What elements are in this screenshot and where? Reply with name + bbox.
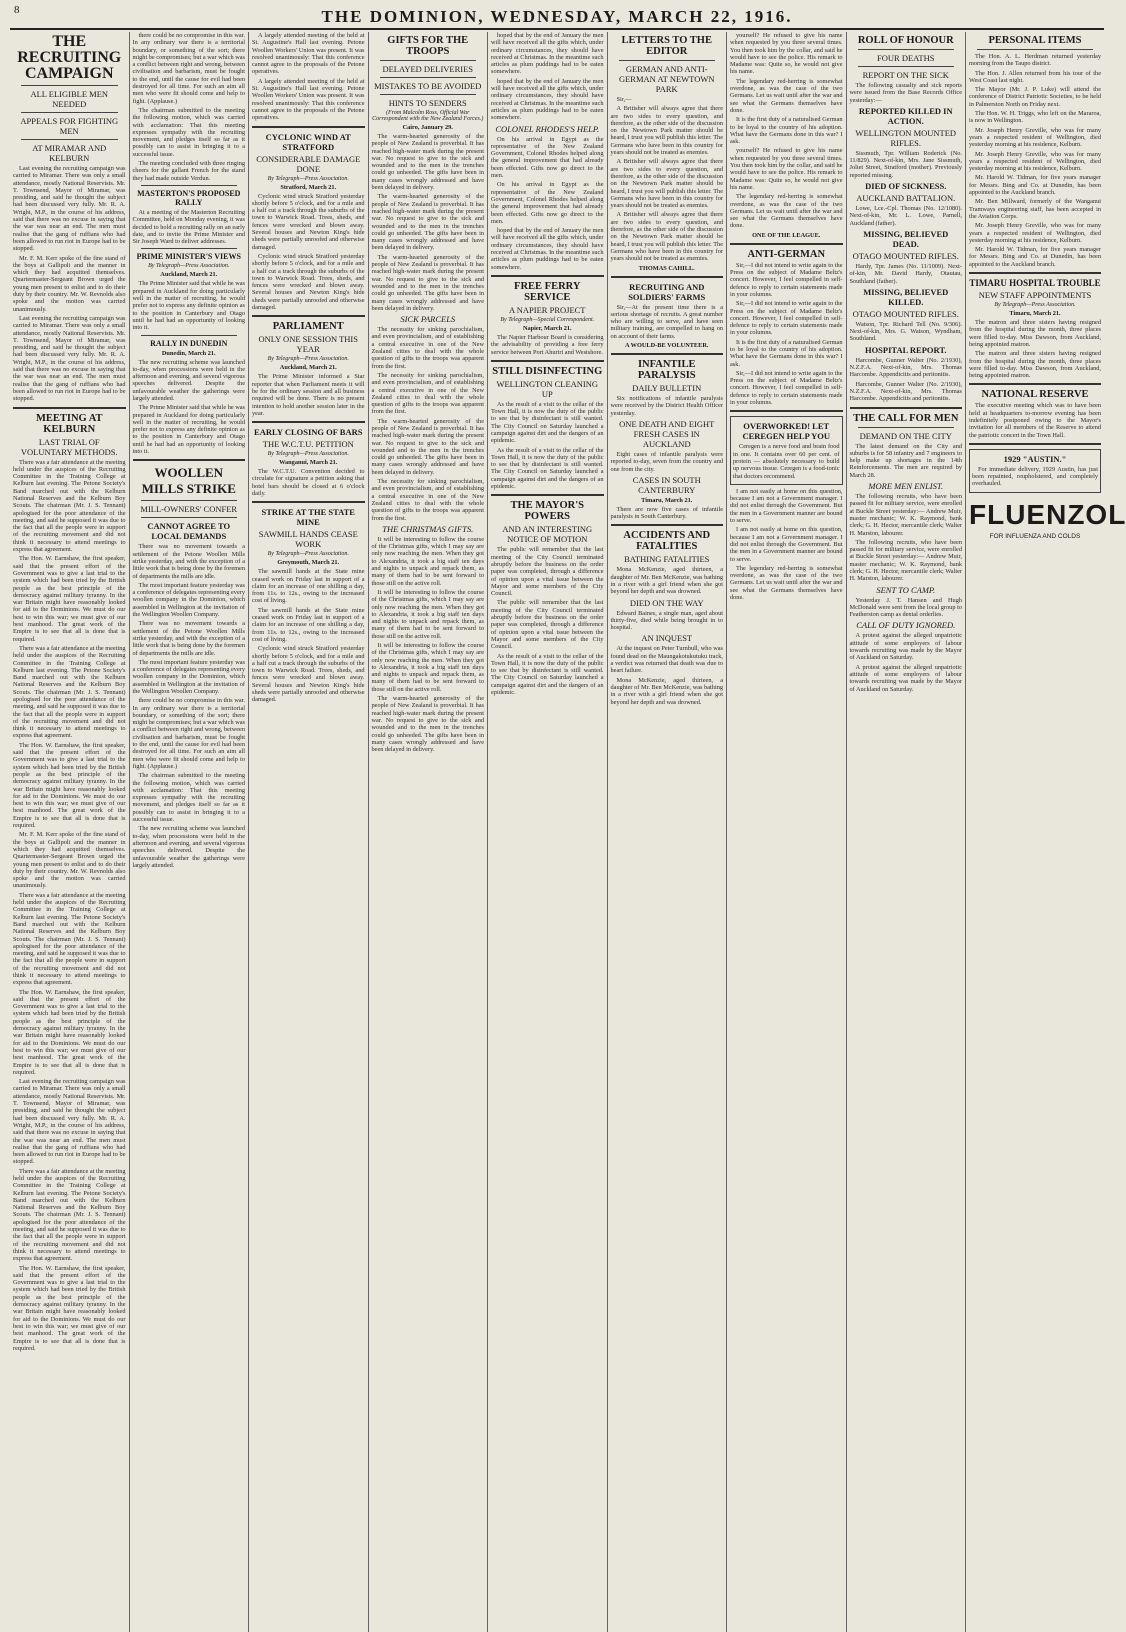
article-text: There was a fair attendance at the meeting held under the auspices of the Recruiting Committee in the Training College at Kelburn last evening. The Petone Society's Band marched out with the Kelburn National Reserves and the Kelburn Boy Scouts. The chairman (Mr. J. S. Tennant) apologised for the poor attendance of the meeting, and said he supposed it was due to the fact that all the people were in support of the recruiting movement and did not think it necessary to attend meetings to express that agreement.: [13, 891, 126, 987]
subhead: RECRUITING AND SOLDIERS' FARMS: [628, 281, 706, 302]
headline: PRIME MINISTER'S VIEWS: [136, 252, 241, 262]
article-text: The Hon. W. Earnshaw, the first speaker, said that the present effort of the Government was to give a last trial to the system which had been tried by the British people as the best principle of the democracy against military tyranny. In the war Britain might have reasonably looked for aid to the Dominions. We must do our best to win this war; we must give of our best manhood. The great work of the Empire is to see that all is done that is required.: [13, 555, 126, 643]
byline: By Telegraph—Press Association.: [267, 451, 349, 458]
dateline: Timaru, March 21.: [641, 496, 693, 504]
byline: By Telegraph—Press Association.: [267, 175, 349, 182]
column-4: [369, 32, 489, 1632]
article-text: Mr. Ben Millward, formerly of the Wanganui Tramways engineering staff, has been accepted in the Aviation Corps.: [969, 198, 1101, 220]
article-text: The sawmill hands at the State mine ceased work on Friday last in support of a claim for an increase of one shilling a day, from 11s. to 12s., owing to the increased cost of living.: [252, 568, 365, 605]
headline: CYCLONIC WIND AT STRATFORD: [265, 131, 351, 152]
column-3: [249, 32, 369, 1632]
divider: [252, 315, 365, 317]
dateline: Timaru, March 21.: [1009, 310, 1061, 318]
signature: A WOULD-BE VOLUNTEER.: [625, 342, 709, 350]
subhead: AT MIRAMAR AND KELBURN: [32, 143, 107, 163]
divider: [21, 139, 118, 140]
article-text: Yesterday J. T. Hansen and Hugh McDonald were sent from the local group to Featherston camp as dental orderlies.: [849, 596, 962, 619]
dateline: Cairo, January 29.: [402, 124, 453, 131]
subhead: MILL-OWNERS' CONFER: [140, 504, 238, 515]
article-text: The new recruiting scheme was launched to-day, when processions were held in the afternoon and evening, and several vigorous speeches delivered. Despite the unfavourable weather the gatherings were largely attended.: [132, 358, 245, 402]
article-text: On his arrival in Egypt as the representative of the New Zealand Government, Colonel Rhodes helped along the general improvement that had already been effected. Gifts now go direct to the men.: [491, 181, 604, 225]
article-text: Mr. F. M. Kerr spoke of the fine stand of the boys at Gallipoli and the manner in which they had acquitted themselves. Quartermaster-Sergeant Brown urged the young men present to enlist and to do their duty by their country. Mr. W. Revnolds also spoke and the motion was carried unanimously.: [13, 831, 126, 890]
article-text: Sir,—I did not intend to write again to the Press on the subject of Madame Beltz's concert. However, I feel compelled in self-defence to reply to certain statements made in your columns.: [730, 369, 843, 407]
signature: THOMAS CAHILL.: [638, 264, 695, 272]
divider: [141, 248, 238, 249]
article-text: Sir,—I did not intend to write again to the Press on the subject of Madame Beltz's concert. However, I feel compelled in self-defence to reply to certain statements made in your columns.: [730, 300, 843, 337]
headline-gifts-for-troops: GIFTS FOR THE TROOPS: [387, 35, 469, 57]
ad-text: For immediate delivery, 1929 Austin, has just been repainted, reupholstered, and completely overhauled.: [972, 465, 1098, 488]
article-text: A largely attended meeting of the held at St. Augustine's Hall last evening. Petone Woollen Workers' Union was present. It was resolved unanimously: That this conference cannot agree to the proposals of the Petone operatives.: [252, 32, 365, 76]
page-number: 8: [14, 4, 20, 16]
divider: [21, 85, 118, 86]
article-text: It will be interesting to follow the course of the Christmas gifts, which I may say are only now reaching the men. When they got to Alexandria, it took a big staff ten days and nights to unpack and repack them, as many of them had to be sent forward to those still on the active roll.: [371, 535, 484, 587]
article-text: yourself? He refused to give his name when requested by you three several times. You then took him by the collar, and said he would have to see the police. His remark to Madame was: Quite so, he would not give his name.: [730, 32, 843, 76]
unit-label: OTAGO MOUNTED RIFLES.: [852, 308, 959, 319]
divider: [858, 66, 955, 67]
divider: [611, 276, 724, 278]
headline: STRIKE AT THE STATE MINE: [261, 507, 355, 528]
subhead: LAST TRIAL OF VOLUNTARY METHODS.: [20, 436, 118, 457]
byline: By Telegraph—Press Association.: [267, 551, 349, 558]
article-text: On his arrival in Egypt as the representative of the New Zealand Government, Colonel Rhodes helped along the general improvement that had already been effected. Gifts now go direct to the men.: [491, 135, 604, 180]
article-text: The most important feature yesterday was a conference of delegates representing every woollen company in the Dominion, which assembled in Wellington at the invitation of the Wellington Woollen Company.: [132, 658, 245, 695]
column-9: [966, 32, 1126, 1632]
article-text: Mr. Joseph Henry Greville, who was for many years a respected resident of Wellington, died yesterday morning at his residence, Kelburn.: [969, 222, 1101, 244]
subhead: AND AN INTERESTING NOTICE OF MOTION: [502, 524, 593, 545]
ad-text: Ceregen is a nerve food and brain food in one. It contains over 60 per cent. of protein — absolutely necessary to build up nervous tissue. Ceregen is a food-tonic that doctors recommend.: [733, 443, 840, 480]
subhead: COLONEL RHODES'S HELP.: [495, 123, 600, 134]
article-text: Edward Baines, a single man, aged about thirty-five, died while being brought in to hospital.: [610, 609, 723, 632]
article-text: The warm-hearted generosity of the people of New Zealand is proverbial. It has reached high-water mark during the present war. No request to give to the sick and wounded and to the men in the trenches could go unheeded. The gifts have been in many cases wrongly addressed and have been delayed in delivery.: [371, 417, 484, 476]
column-6: [608, 32, 728, 1632]
article-text: The W.C.T.U. Convention decided to circulate for signature a petition asking that hotel bars should be closed at 6 o'clock daily.: [252, 468, 365, 497]
byline: (From Malcolm Ross, Official War Correspondent with the New Zealand Forces.): [372, 110, 484, 122]
divider: [619, 60, 716, 61]
subhead: SENT TO CAMP.: [876, 584, 936, 595]
dateline: Dunedin, March 21.: [161, 349, 216, 357]
article-text: A Britisher will always agree that there are two sides to every question, and therefore, as the other side of the discussion on the Newtown Park matter should be heard, I trust you will publish this letter. The Germans who have been in this country for years should not be treated as enemies.: [610, 158, 723, 210]
article-text: Sissmuth, Tpr. William Roderick (No. 11/829). Next-of-kin, Mrs. Jane Sissmuth, Joliet Street, Stratford (mother). Previously reported missing.: [849, 149, 962, 179]
byline: By Telegraph—Press Association.: [148, 263, 230, 270]
unit-label: WELLINGTON MOUNTED RIFLES.: [855, 127, 957, 148]
article-text: Last evening the recruiting campaign was carried to Miramar. There was only a small attendance, mostly National Reservists. Mr. T. Townsend, Mayor of Miramar, was presiding, and said he thought the subject had been discussed very fully. Mr. R. A. Wright, M.P., in the course of his address, said that there was no excuse in saying that the war was near an end. The men must realise that the gang of ruffians who had been allowed to run riot in Europe had to be stopped.: [13, 1078, 126, 1166]
ad-brand: FLUENZOL: [969, 498, 1126, 530]
article-text: The warm-hearted generosity of the people of New Zealand is proverbial. It has reached high-water mark during the present war. No request to give to the sick and wounded and to the men in the trenches could go unheeded. The gifts have been in many cases wrongly addressed and have been delayed in delivery.: [371, 133, 484, 192]
divider: [380, 77, 477, 78]
article-text: The following recruits, who have been passed fit for military service, were enrolled at Buckle Street yesterday:— Andrew Muir, master mechanic; W. K. Raymond, bank clerk; G. H. Hector, mercantile clerk; Walter H. Marston, labourer.: [849, 538, 962, 583]
article-text: There was no movement towards a settlement of the Petone Woollen Mills strike yesterday, and with the exception of a little work that is being done by the foremen of departments the mills are idle.: [132, 620, 245, 657]
dateline: Stratford, March 21.: [280, 183, 337, 191]
article-text: There was a fair attendance at the meeting held under the auspices of the Recruiting Committee in the Training College at Kelburn last evening. The Petone Society's Band marched out with the Kelburn National Reserves and the Kelburn Boy Scouts. The chairman (Mr. J. S. Tennant) apologised for the poor attendance of the meeting, and said he supposed it was due to the fact that all the people were in support of the recruiting movement and did not think it necessary to attend meetings to express that agreement.: [13, 458, 126, 554]
subhead: CONSIDERABLE DAMAGE DONE: [256, 153, 361, 174]
subhead: DAILY BULLETIN: [632, 383, 702, 394]
column-8: [847, 32, 967, 1632]
article-text: The chairman submitted to the meeting the following motion, which was carried with acclamation: That this meeting expresses sympathy with the recruiting movement, and pledges itself so far as it possibly can to assist in bringing it to a successful issue.: [132, 106, 245, 158]
article-text: Sir,—At the present time there is a serious shortage of recruits. A great number who are willing to serve, and have seen military training, are compelled to hang on on account of their farms.: [610, 303, 723, 340]
article-text: It is the first duty of a naturalised German to be loyal to the country of his adoption. What have the Germans done in this war? I ask.: [730, 116, 843, 146]
article-text: Cyclonic wind struck Stratford yesterday shortly before 5 o'clock, and for a mile and a half cut a track through the suburbs of the town to Warwick Road. Trees, sheds, and fences were wrecked and blown away. Several houses and Newton King's hide sheds were partially unroofed and otherwise damaged.: [252, 252, 365, 312]
article-text: At the inquest on Peter Turnbull, who was found dead on the Maungakotukutuku track, a verdict was returned that death was due to heart failure.: [610, 645, 723, 675]
article-text: Mona McKenzie, aged thirteen, a daughter of Mr. Ben McKenzie, was bathing in a river with a girl friend when she got beyond her depth and was drowned.: [610, 676, 723, 706]
article-text: The Hon. W. Earnshaw, the first speaker, said that the present effort of the Government was to give a last trial to the system which had been tried by the British people as the best principle of the democracy against military tyranny. In the war Britain might have reasonably looked for aid to the Dominions. We must do our best to win this war; we must give of our best manhood. The great work of the Empire is to see that all is done that is required.: [13, 988, 126, 1076]
article-text: The following casualty and sick reports were issued from the Base Records Office yesterday:—: [849, 82, 962, 104]
divider: [491, 494, 604, 496]
article-text: Mr. Joseph Henry Greville, who was for many years a respected resident of Wellington, died yesterday morning at his residence, Kelburn.: [969, 150, 1101, 173]
article-text: A protest against the alleged unpatriotic attitude of some employers of labour towards recruiting was made by the Mayor of Auckland on Saturday.: [849, 663, 962, 693]
subhead: GERMAN AND ANTI-GERMAN AT NEWTOWN PARK: [618, 64, 715, 94]
subhead: NEW STAFF APPOINTMENTS: [978, 290, 1092, 301]
subhead: HINTS TO SENDERS: [388, 98, 467, 108]
article-text: Six notifications of infantile paralysis were received by the District Health Officer yesterday.: [610, 395, 723, 417]
article-text: As the result of a visit to the cellar of the Town Hall, it is now the duty of the public to see that by disinfectant is still wanted. The City Council on Saturday launched a campaign against dirt and the dangers of an epidemic.: [491, 652, 604, 696]
subhead: APPEALS FOR FIGHTING MEN: [20, 116, 119, 136]
article-text: yourself? He refused to give his name when requested by you three several times. You then took him by the collar, and said he would have to see the police. His remark to Madame was: Quite so, he would not give his name.: [730, 147, 843, 191]
headline: NATIONAL RESERVE: [981, 389, 1089, 401]
article-text: there could be no compromise in this war. In any ordinary war there is a territorial boundary, or something of the sort; there might be compromises; but a war which was a conflict between right and wrong, between civilisation and barbarism, must be fought to the end, until the cause for evil had been destroyed for all time. For such an aim all men who were fit should come and help to fight. (Applause.): [132, 697, 245, 770]
article-text: Lowe, Lce.-Cpl. Thomas (No. 12/1080). Next-of-kin, Mr. L. Lowe, Parnell, Auckland (father).: [849, 205, 962, 227]
dateline: Auckland, March 21.: [160, 271, 218, 279]
subhead: AN INQUEST: [641, 633, 693, 644]
article-text: The public will remember that the last meeting of the City Council terminated abruptly before the business on the order paper was completed, through a difference of opinion upon a vital issue between the Mayor and some members of the City Council.: [491, 599, 604, 651]
article-text: A Britisher will always agree that there are two sides to every question, and therefore, as the other side of the discussion on the Newtown Park matter should be heard, I trust you will publish this letter. The Germans who have been in this country for years should not be treated as enemies.: [610, 211, 723, 263]
subhead: A NAPIER PROJECT: [508, 304, 586, 315]
article-text: The warm-hearted generosity of the people of New Zealand is proverbial. It has reached high-water mark during the present war. No request to give to the sick and wounded and to the men in the trenches could go unheeded. The gifts have been in many cases wrongly addressed and have been delayed in delivery.: [371, 253, 484, 312]
column-1: [10, 32, 130, 1632]
column-7: [727, 32, 847, 1632]
article-text: There was a fair attendance at the meeting held under the auspices of the Recruiting Committee in the Training College at Kelburn last evening. The Petone Society's Band marched out with the Kelburn National Reserves and the Kelburn Boy Scouts. The chairman (Mr. J. S. Tennant) apologised for the poor attendance of the meeting, and said he supposed it was due to the fact that all the people were in support of the recruiting movement and did not think it necessary to attend meetings to express that agreement.: [13, 1167, 126, 1263]
section-label: REPORTED KILLED IN ACTION.: [858, 105, 953, 126]
advertisement-fluenzol: [969, 498, 1126, 540]
article-text: There was a fair attendance at the meeting held under the auspices of the Recruiting Committee in the Training College at Kelburn last evening. The Petone Society's Band marched out with the Kelburn National Reserves and the Kelburn Boy Scouts. The chairman (Mr. J. S. Tennant) apologised for the poor attendance of the meeting, and said he supposed it was due to the fact that all the people were in support of the recruiting movement and did not think it necessary to attend meetings to express that agreement.: [13, 644, 126, 740]
dateline: Wanganui, March 21.: [279, 459, 338, 467]
columns: [10, 32, 1126, 1632]
article-text: Last evening the recruiting campaign was carried to Miramar. There was only a small attendance, mostly National Reservists. Mr. T. Townsend, Mayor of Miramar, was presiding, and said he thought the subject had been discussed very fully. Mr. R. A. Wright, M.P., in the course of his address, said that there was no excuse in saying that the war was near an end. The men must realise that the gang of ruffians who had been allowed to run riot in Europe had to be stopped.: [13, 314, 126, 403]
headline: RALLY IN DUNEDIN: [150, 338, 228, 348]
headline: INFANTILE PARALYSIS: [637, 359, 696, 382]
divider: [252, 421, 365, 423]
divider: [141, 500, 238, 501]
article-text: there could be no compromise in this war. In any ordinary war there is a territorial boundary, or something of the sort; there might be compromises; but a war which was a conflict between right and wrong, between civilisation and barbarism, must be fought to the end, until the cause for evil had been destroyed for all time. For such an aim all men who were fit should come and help to fight. (Applause.): [132, 32, 245, 105]
article-text: The Hon. W. Earnshaw, the first speaker, said that the present effort of the Government was to give a last trial to the system which had been tried by the British people as the best principle of the democracy against military tyranny. In the war Britain might have reasonably looked for aid to the Dominions. We must do our best to win this war; we must give of our best manhood. The great work of the Empire is to see that all is done that is required.: [13, 1264, 126, 1352]
divider: [141, 185, 238, 186]
article-text: There was no movement towards a settlement of the Petone Woollen Mills strike yesterday, and with the exception of a little work that is being done by the foremen of departments the mills are idle.: [132, 543, 245, 580]
article-text: The new recruiting scheme was launched to-day, when processions were held in the afternoon and evening, and several vigorous speeches delivered. Despite the unfavourable weather the gatherings were largely attended.: [132, 825, 245, 869]
headline-meeting-kelburn: MEETING AT KELBURN: [35, 412, 103, 435]
article-text: Cyclonic wind struck Stratford yesterday shortly before 5 o'clock, and for a mile and a half cut a track through the suburbs of the town to Warwick Road. Trees, sheds, and fences were wrecked and blown away. Several houses and Newton King's hide sheds were partially unroofed and otherwise damaged.: [252, 192, 365, 251]
divider: [491, 275, 604, 277]
article-text: As the result of a visit to the cellar of the Town Hall, it is now the duty of the public to see that by disinfectant is still wanted. The City Council on Saturday launched a campaign against dirt and the dangers of an epidemic.: [491, 400, 604, 445]
subhead: ALL ELIGIBLE MEN NEEDED: [30, 89, 109, 109]
article-text: The Hon. J. Allen returned from his tour of the West Coast last night.: [969, 69, 1101, 84]
column-2: [130, 32, 250, 1632]
headline: ANTI-GERMAN: [747, 248, 826, 260]
article-text: Mona McKenzie, aged thirteen, a daughter of Mr. Ben McKenzie, was bathing in a river with a girl friend when she got beyond her depth and was drowned.: [610, 566, 723, 596]
article-text: The latest demand on the City and suburbs is for 58 infantry and 7 engineers to help make up shortages in the 14th Reinforcements. The men are required by March 28.: [849, 442, 962, 479]
article-text: As the result of a visit to the cellar of the Town Hall, it is now the duty of the public to see that by disinfectant is still wanted. The City Council on Saturday launched a campaign against dirt and the dangers of an epidemic.: [491, 446, 604, 491]
article-text: The Hon. W. Earnshaw, the first speaker, said that the present effort of the Government was to give a last trial to the system which had been tried by the British people as the best principle of the democracy against military tyranny. In the war Britain might have reasonably looked for aid to the Dominions. We must do our best to win this war; we must give of our best manhood. The great work of the Empire is to see that all is done that is required.: [13, 741, 126, 830]
subhead: ONE DEATH AND EIGHT FRESH CASES IN AUCKLAND: [619, 418, 715, 449]
article-text: Mr. F. M. Kerr spoke of the fine stand of the boys at Gallipoli and the manner in which they had acquitted themselves. Quartermaster-Sergeant Brown urged the young men present to enlist and to do their duty by their country. Mr. W. Revnolds also spoke and the motion was carried unanimously.: [13, 254, 126, 313]
article-text: Harcombe, Gunner Walter (No. 2/1930), N.Z.F.A. Next-of-kin, Mrs. Thomas Harcombe. Appendicitis and peritonitis.: [849, 356, 962, 379]
article-text: The Napier Harbour Board is considering the advisability of providing a free ferry service between Port Ahuriri and Westshore.: [491, 333, 604, 356]
subhead: DEMAND ON THE CITY: [859, 430, 952, 441]
divider: [133, 459, 246, 461]
headline-call-for-men: THE CALL FOR MEN: [853, 412, 959, 424]
byline: By Telegraph—Press Association.: [994, 302, 1076, 309]
divider: [730, 243, 843, 245]
article-text: I am not easily at home on this question, because I am not a Government manager. I did not enlist through the Government. But the men in a Government manner are bound to serve.: [730, 487, 843, 525]
article-text: A protest against the alleged unpatriotic attitude of some employers of labour towards recruiting was made by the Mayor of Auckland on Saturday.: [849, 632, 962, 662]
divider: [977, 49, 1093, 50]
article-text: The matron and three sisters having resigned from the hospital during the month, three places were filled to-day. Miss Dawson, from Auckland, being appointed matron.: [969, 319, 1101, 348]
article-text: Eight cases of infantile paralysis were reported to-day, seven from the country and one from the city.: [610, 450, 723, 473]
unit-label: OTAGO MOUNTED RIFLES.: [852, 250, 959, 261]
subhead: ONLY ONE SESSION THIS YEAR: [258, 334, 358, 355]
section-label: MISSING, BELIEVED KILLED.: [863, 286, 949, 307]
article-text: The warm-hearted generosity of the people of New Zealand is proverbial. It has reached high-water mark during the present war. No request to give to the sick and wounded and to the men in the trenches could go unheeded. The gifts have been in many cases wrongly addressed and have been delayed in delivery.: [371, 695, 484, 754]
divider: [491, 360, 604, 362]
ad-tagline: FOR INFLUENZA AND COLDS: [989, 532, 1081, 540]
article-text: The public will remember that the last meeting of the City Council terminated abruptly before the business on the order paper was completed, through a difference of opinion upon a vital issue between the Mayor and some members of the City Council.: [491, 546, 604, 598]
divider: [969, 272, 1101, 274]
article-text: The sawmill hands at the State mine ceased work on Friday last in support of a claim for an increase of one shilling a day, from 11s. to 12s., owing to the increased cost of living.: [252, 606, 365, 643]
article-text: The most important feature yesterday was a conference of delegates representing every woollen company in the Dominion, which assembled in Wellington at the invitation of the Wellington Woollen Company.: [132, 581, 245, 619]
article-text: The matron and three sisters having resigned from the hospital during the month, three places were filled to-day. Miss Dawson, from Auckland, being appointed matron.: [969, 350, 1101, 380]
article-text: The Hon. A. L. Herdman returned yesterday morning from the Taupo district.: [969, 53, 1101, 68]
column-5: [488, 32, 608, 1632]
article-text: Last evening the recruiting campaign was carried to Miramar. There was only a small attendance, mostly National Reservists. Mr. T. Townsend, Mayor of Miramar, was presiding, and said he thought the subject had been discussed very fully. Mr. R. A. Wright, M.P., in the course of his address, said that there was no excuse in saying that the war was near an end. The men must realise that the gang of ruffians who had been allowed to run riot in Europe had to be stopped.: [13, 165, 126, 253]
article-text: I am not easily at home on this question, because I am not a Government manager. I did not enlist through the Government. But the men in a Government manner are bound to serve.: [730, 526, 843, 563]
article-text: The Prime Minister said that while he was prepared in Auckland for doing particularly well in the matter of recruiting, he would prefer not to express any definite opinion as to the position in Canterbury and Otago until he had had an opportunity of looking into it.: [132, 280, 245, 332]
byline: By Telegraph—Press Association.: [267, 356, 349, 363]
divider: [969, 383, 1101, 385]
article-text: Sir,—I did not intend to write again to the Press on the subject of Madame Beltz's concert. However, I feel compelled in self-defence to reply to certain statements made in your columns.: [730, 261, 843, 298]
article-text: The warm-hearted generosity of the people of New Zealand is proverbial. It has reached high-water mark during the present war. No request to give to the sick and wounded and to the men in the trenches could go unheeded. The gifts have been in many cases wrongly addressed and have been delayed in delivery.: [371, 193, 484, 252]
headline: TIMARU HOSPITAL TROUBLE: [969, 278, 1101, 289]
article-text: Hardy, Tpr. James (No. 11/1009). Next-of-kin, Mr. David Hardy, Otautau, Southland (father).: [849, 262, 962, 285]
article-text: hoped that by the end of January the men will have received all the gifts which, under ordinary circumstances, they should have received at Christmas. In the meantime such articles as plum puddings had to be eaten somewhere.: [491, 77, 604, 122]
headline-roll-of-honour: ROLL OF HONOUR: [857, 35, 954, 46]
article-text: The executive meeting which was to have been held at headquarters to-morrow evening has been indefinitely postponed owing to the Mayor's invitation for all members of the Reserve to attend the patriotic concert in the Town Hall.: [969, 402, 1101, 439]
divider: [380, 60, 477, 61]
article-text: It will be interesting to follow the course of the Christmas gifts, which I may say are only now reaching the men. When they got to Alexandria, it took a big staff ten days and nights to unpack and repack them, as many of them had to be sent forward to those still on the active roll.: [371, 642, 484, 693]
article-text: The chairman submitted to the meeting the following motion, which was carried with acclamation: That this meeting expresses sympathy with the recruiting movement, and pledges itself so far as it possibly can to assist in bringing it to a successful issue.: [132, 772, 245, 824]
dateline: Greymouth, March 21.: [277, 559, 340, 567]
article-text: hoped that by the end of January the men will have received all the gifts which, under ordinary circumstances, they should have received at Christmas. In the meantime such articles as plum puddings had to be eaten somewhere.: [491, 32, 604, 76]
article-text: The legendary red-herring is somewhat overdone, as was the case of the two Germans. Let us wait until after the war and see what the Germans themselves have done.: [730, 193, 843, 230]
article-text: A Britisher will always agree that there are two sides to every question, and therefore, as the other side of the discussion on the Newtown Park matter should be heard, I trust you will publish this letter. The Germans who have been in this country for years should not be treated as enemies.: [610, 105, 723, 157]
section-label: MISSING, BELIEVED DEAD.: [863, 228, 949, 249]
subhead: MORE MEN ENLIST.: [868, 481, 944, 492]
divider: [141, 517, 238, 518]
headline: MASTERTON'S PROPOSED RALLY: [137, 188, 241, 207]
subhead: BATHING FATALITIES: [624, 554, 710, 565]
article-text: The Prime Minister informed a Star reporter that when Parliament meets it will be for the ordinary session and all business required will be done. There is no present intention to hold another session later in the year.: [252, 373, 365, 417]
headline-letters: LETTERS TO THE EDITOR: [621, 35, 712, 57]
headline: PARLIAMENT: [272, 321, 344, 333]
headline: FREE FERRY SERVICE: [514, 280, 581, 303]
article-text: The necessity for sinking parochialism, and even provincialism, and of establishing a central executive in one of the New Zealand cities to deal with the whole question of gifts to the troops was apparent from the first.: [371, 478, 484, 522]
subhead: WELLINGTON CLEANING UP: [496, 378, 599, 399]
article-text: The necessity for sinking parochialism, and even provincialism, and of establishing a central executive in one of the New Zealand cities to deal with the whole question of gifts to the troops was apparent from the first.: [371, 371, 484, 416]
signature: ONE OF THE LEAGUE.: [752, 231, 821, 239]
article-text: Sir,—: [616, 96, 632, 103]
article-text: Mr. Harold W. Tidman, for five years manager for Messrs. Bing and Co. at Dunedin, has been appointed to the Auckland branch.: [969, 246, 1101, 268]
article-text: Harcombe, Gunner Walter (No. 2/1930), N.Z.F.A. Next-of-kin, Mrs. Thomas Harcombe. Appendicitis and peritonitis.: [849, 380, 962, 403]
article-text: Cyclonic wind struck Stratford yesterday shortly before 5 o'clock, and for a mile and a half cut a track through the suburbs of the town to Warwick Road. Trees, sheds, and fences were wrecked and blown away. Several houses and Newton King's hide sheds were partially unroofed and otherwise damaged.: [252, 645, 365, 704]
ad-heading: OVERWORKED! LET CEREGEN HELP YOU: [742, 421, 831, 442]
unit-label: AUCKLAND BATTALION.: [856, 193, 956, 204]
headline-personal-items: PERSONAL ITEMS: [988, 35, 1082, 46]
article-text: Watson, Tpr. Richard Tell (No. 9/306). Next-of-kin, Mrs. G. Watson, Wyndham, Southland.: [849, 320, 962, 343]
byline: By Telegraph—Special Correspondent.: [500, 316, 595, 323]
subhead: FOUR DEATHS: [877, 53, 935, 63]
section-label: DIED OF SICKNESS.: [865, 181, 947, 192]
divider: [380, 94, 477, 95]
dateline: Auckland, March 21.: [279, 364, 337, 372]
article-text: Mr. Harold W. Tidman, for five years manager for Messrs. Bing and Co. at Dunedin, has been appointed to the Auckland branch.: [969, 174, 1101, 197]
article-text: Mr. Joseph Henry Greville, who was for many years a respected resident of Wellington, died yesterday morning at his residence, Kelburn.: [969, 126, 1101, 149]
article-text: At a meeting of the Masterton Recruiting Committee, held on Monday evening, it was decided to hold a recruiting rally on an early date, and to invite the Prime Minister and Sir Joseph Ward to deliver addresses.: [132, 208, 245, 246]
article-text: A largely attended meeting of the held at St. Augustine's Hall last evening. Petone Woollen Workers' Union was present. It was resolved unanimously: That this conference cannot agree to the proposals of the Petone operatives.: [252, 77, 365, 122]
subhead: CANNOT AGREE TO LOCAL DEMANDS: [147, 521, 231, 542]
headline: EARLY CLOSING OF BARS: [254, 427, 363, 438]
article-text: The Hon. W. H. Triggs, who left on the Mararoa, is now in Wellington.: [969, 110, 1101, 125]
article-text: hoped that by the end of January the men will have received all the gifts which, under ordinary circumstances, they should have received at Christmas. In the meantime such articles as plum puddings had to be eaten somewhere.: [491, 227, 604, 271]
ad-heading: 1929 "AUSTIN.": [1003, 453, 1067, 464]
article-text: The Prime Minister said that while he was prepared in Auckland for doing particularly well in the matter of recruiting, he would prefer not to express any definite opinion as to the position in Canterbury and Otago until he had had an opportunity of looking into it.: [132, 404, 245, 456]
headline-woollen-mills-strike: WOOLLEN MILLS STRIKE: [141, 465, 236, 497]
headline: STILL DISINFECTING: [492, 365, 603, 377]
article-text: There are now five cases of infantile paralysis in South Canterbury.: [610, 505, 723, 521]
article-text: The legendary red-herring is somewhat overdone, as was the case of the two Germans. Let us wait until after the war and see what the Germans themselves have done.: [730, 564, 843, 601]
divider: [611, 353, 724, 355]
divider: [858, 427, 955, 428]
subhead: CALL OF DUTY IGNORED.: [856, 620, 956, 631]
article-text: The Mayor (Mr. J. P. Luke) will attend the conference of District Patriotic Societies, to be held in Palmerston North on Friday next.: [969, 86, 1101, 108]
headline-recruiting-campaign: THE RECRUITING CAMPAIGN: [17, 33, 122, 82]
advertisement-ceregen: [730, 416, 843, 484]
divider: [252, 501, 365, 503]
article-text: It will be interesting to follow the course of the Christmas gifts, which I may say are only now reaching the men. When they got to Alexandria, it took a big staff ten days and nights to unpack and repack them, as many of them had to be sent forward to those still on the active roll.: [371, 588, 484, 640]
divider: [858, 49, 955, 50]
subhead: REPORT ON THE SICK: [862, 70, 949, 80]
dateline: Napier, March 21.: [522, 324, 572, 332]
subhead: MISTAKES TO BE AVOIDED: [374, 81, 482, 91]
divider: [611, 524, 724, 526]
masthead: THE DOMINION, WEDNESDAY, MARCH 22, 1916.: [10, 6, 1104, 30]
article-text: The meeting concluded with three ringing cheers for the gallant French for the stand they had made outside Verdun.: [132, 160, 245, 182]
subhead: DELAYED DELIVERIES: [382, 64, 474, 74]
article-text: It is the first duty of a naturalised German to be loyal to the country of his adoption. What have the Germans done in this war? I ask.: [730, 338, 843, 368]
article-text: The legendary red-herring is somewhat overdone, as was the case of the two Germans. Let us wait until after the war and see what the Germans themselves have done.: [730, 77, 843, 114]
article-text: The following recruits, who have been passed fit for military service, were enrolled at Buckle Street yesterday:— Andrew Muir, master mechanic; W. K. Raymond, bank clerk; G. H. Hector, mercantile clerk; Walter H. Marston, labourer.: [849, 493, 962, 537]
article-text: The necessity for sinking parochialism, and even provincialism, and of establishing a central executive in one of the New Zealand cities to deal with the whole question of gifts to the troops was apparent from the first.: [371, 326, 484, 370]
divider: [252, 126, 365, 128]
subhead: THE W.C.T.U. PETITION: [262, 439, 354, 450]
subhead: CASES IN SOUTH CANTERBURY: [632, 474, 701, 495]
divider: [850, 407, 963, 409]
headline: ACCIDENTS AND FATALITIES: [623, 530, 711, 553]
subhead: SAWMILL HANDS CEASE WORK: [258, 529, 358, 550]
section-label: HOSPITAL REPORT.: [864, 344, 947, 355]
divider: [21, 112, 118, 113]
divider: [141, 335, 238, 336]
divider: [969, 443, 1101, 445]
divider: [730, 410, 843, 412]
advertisement-austin: [969, 449, 1101, 493]
subhead: THE CHRISTMAS GIFTS.: [382, 523, 474, 534]
subhead: SICK PARCELS: [400, 314, 456, 325]
subhead: DIED ON THE WAY: [629, 597, 704, 608]
headline: THE MAYOR'S POWERS: [510, 500, 584, 523]
divider: [13, 407, 126, 409]
